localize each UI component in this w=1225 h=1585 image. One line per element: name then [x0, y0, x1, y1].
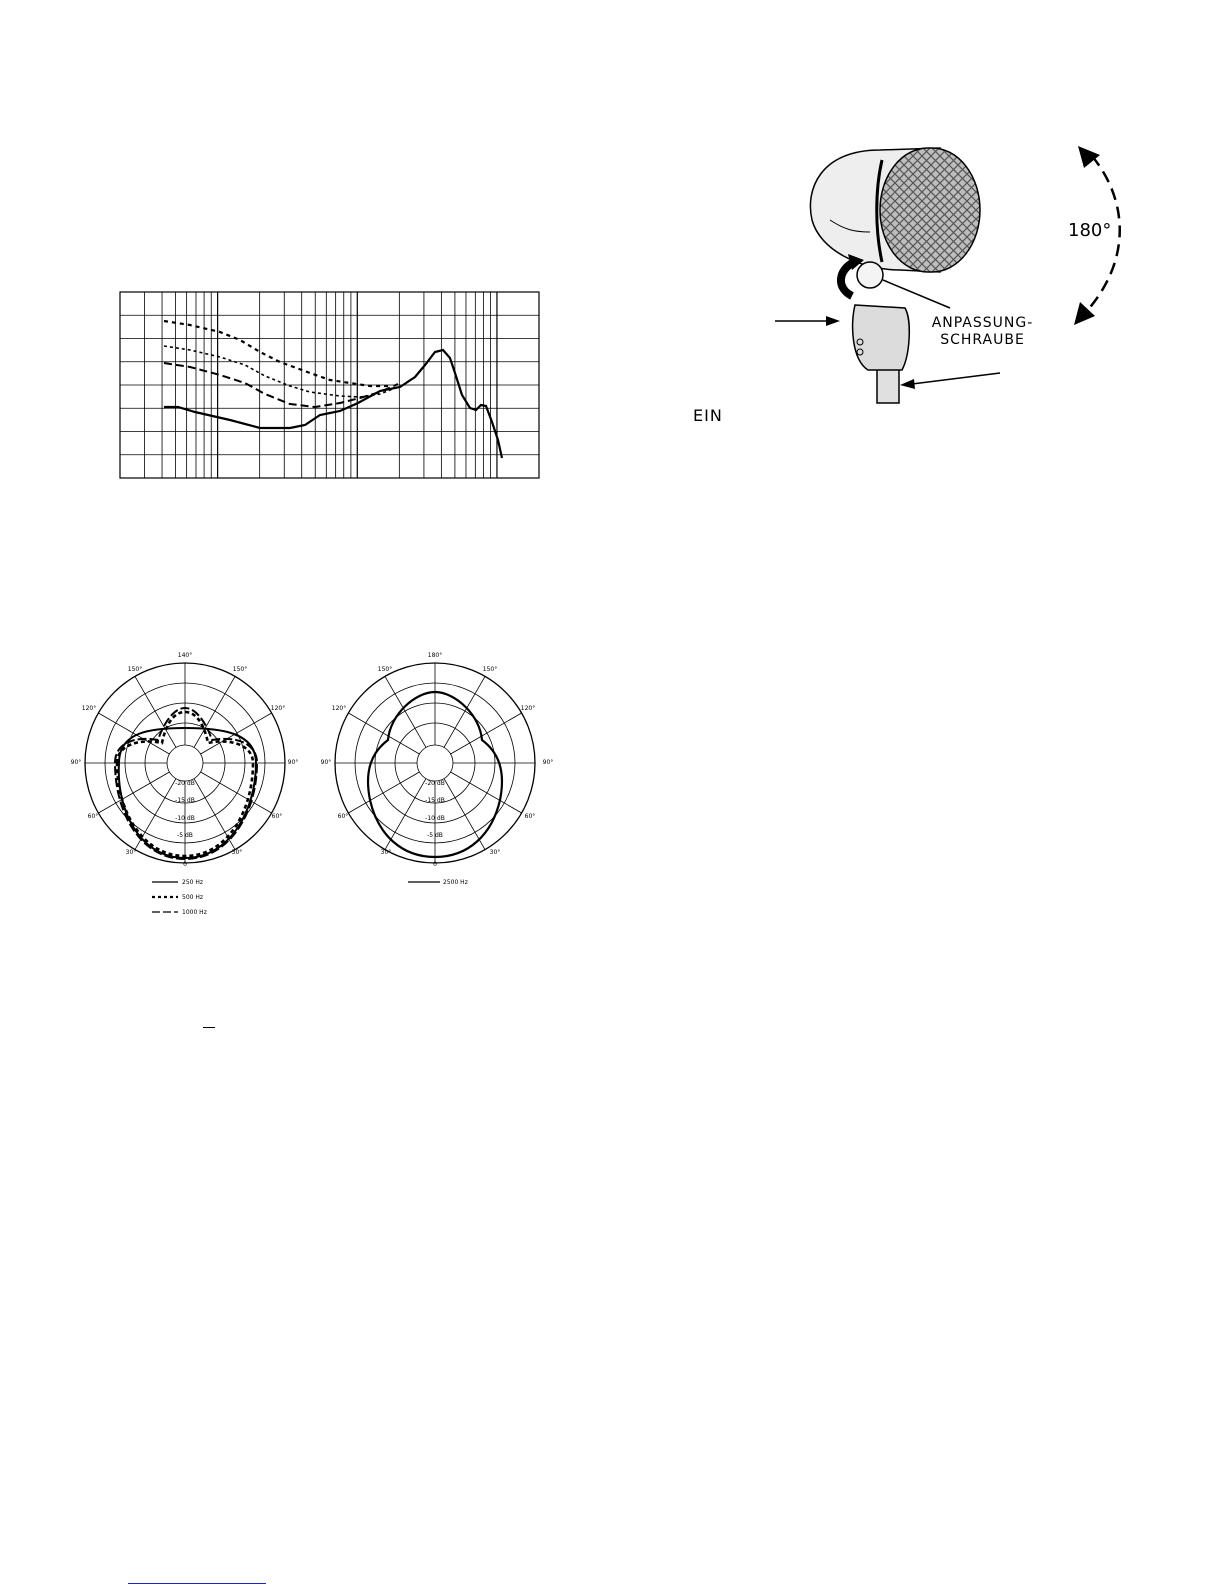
- angle-label-bottom-left: 30°: [125, 849, 137, 856]
- rotation-label: 180°: [1068, 220, 1112, 241]
- legend-label: 2500 Hz: [443, 879, 468, 886]
- angle-label-right: 90°: [287, 759, 299, 766]
- polar-spoke: [135, 676, 176, 747]
- angle-label-bottom-left: 30°: [380, 849, 392, 856]
- angle-label-bottom: 0: [433, 861, 437, 868]
- angle-label-lower-right: 60°: [524, 813, 536, 820]
- frequency-grid: [120, 292, 539, 478]
- angle-label-bottom-right: 30°: [489, 849, 501, 856]
- screw-leader-line: [883, 280, 950, 308]
- microphone-illustration: [760, 120, 1180, 450]
- db-label: -15 dB: [175, 797, 195, 804]
- clamp-pointer-arrow: [826, 316, 840, 326]
- polar-spoke: [98, 772, 169, 813]
- polar-spoke: [348, 772, 419, 813]
- angle-label-left-mid: 120°: [81, 705, 97, 712]
- angle-label-bottom: 0: [183, 861, 187, 868]
- proximity-curve-mid: [164, 346, 395, 397]
- angle-label-bottom-right: 30°: [231, 849, 243, 856]
- polar-spoke: [348, 713, 419, 754]
- polar-legend: [152, 879, 207, 916]
- polar-spoke: [201, 713, 272, 754]
- polar-spoke: [98, 713, 169, 754]
- polar-center: [417, 745, 453, 781]
- angle-label-right: 90°: [542, 759, 554, 766]
- polar-pattern-2500hz: [320, 640, 570, 930]
- angle-label-top: 180°: [427, 652, 443, 659]
- tube-pointer-line: [912, 373, 1000, 384]
- angle-label-upper-left: 150°: [127, 666, 143, 673]
- tube-pointer-arrow: [900, 379, 915, 389]
- db-label: -5 dB: [427, 832, 443, 839]
- angle-label-lower-right: 60°: [271, 813, 283, 820]
- angle-label-upper-right: 150°: [232, 666, 248, 673]
- proximity-curve-top: [164, 321, 390, 386]
- polar-spoke: [201, 772, 272, 813]
- angle-label-upper-right: 150°: [482, 666, 498, 673]
- polar-legend: [408, 879, 468, 886]
- clamp-body: [853, 305, 910, 370]
- screw-label: [920, 315, 1045, 349]
- angle-label-upper-left: 150°: [377, 666, 393, 673]
- rotation-arrow-top: [1078, 146, 1100, 168]
- overline-mark: [203, 1027, 215, 1028]
- db-label: -10 dB: [425, 815, 445, 822]
- ein-label: EIN: [693, 406, 723, 425]
- angle-label-left: 90°: [320, 759, 332, 766]
- angle-label-top: 140°: [177, 652, 193, 659]
- adjustment-screw: [857, 262, 883, 288]
- frequency-response-chart: [100, 270, 550, 485]
- polar-spoke: [194, 676, 235, 747]
- db-label: -5 dB: [177, 832, 193, 839]
- link-underline: [128, 1583, 266, 1584]
- frequency-response-curve: [164, 350, 502, 458]
- microphone-grille: [880, 148, 980, 272]
- polar-spoke: [451, 772, 522, 813]
- db-label: -15 dB: [425, 797, 445, 804]
- db-label: -20 dB: [175, 780, 195, 787]
- legend-label: 500 Hz: [182, 894, 204, 901]
- polar-center: [167, 745, 203, 781]
- legend-label: 1000 Hz: [182, 909, 207, 916]
- db-label: -10 dB: [175, 815, 195, 822]
- screw-label-line1: ANPASSUNG-: [931, 315, 1034, 331]
- angle-label-right-mid: 120°: [520, 705, 536, 712]
- angle-label-left: 90°: [70, 759, 82, 766]
- polar-spoke: [444, 676, 485, 747]
- polar-spoke: [385, 676, 426, 747]
- angle-label-left-mid: 120°: [331, 705, 347, 712]
- polar-spoke: [451, 713, 522, 754]
- angle-label-lower-left: 60°: [87, 813, 99, 820]
- polar-pattern-low-frequencies: [70, 640, 320, 930]
- angle-label-lower-left: 60°: [337, 813, 349, 820]
- legend-label: 250 Hz: [182, 879, 204, 886]
- screw-label-line2: SCHRAUBE: [940, 332, 1025, 348]
- angle-label-right-mid: 120°: [270, 705, 286, 712]
- db-label: -20 dB: [425, 780, 445, 787]
